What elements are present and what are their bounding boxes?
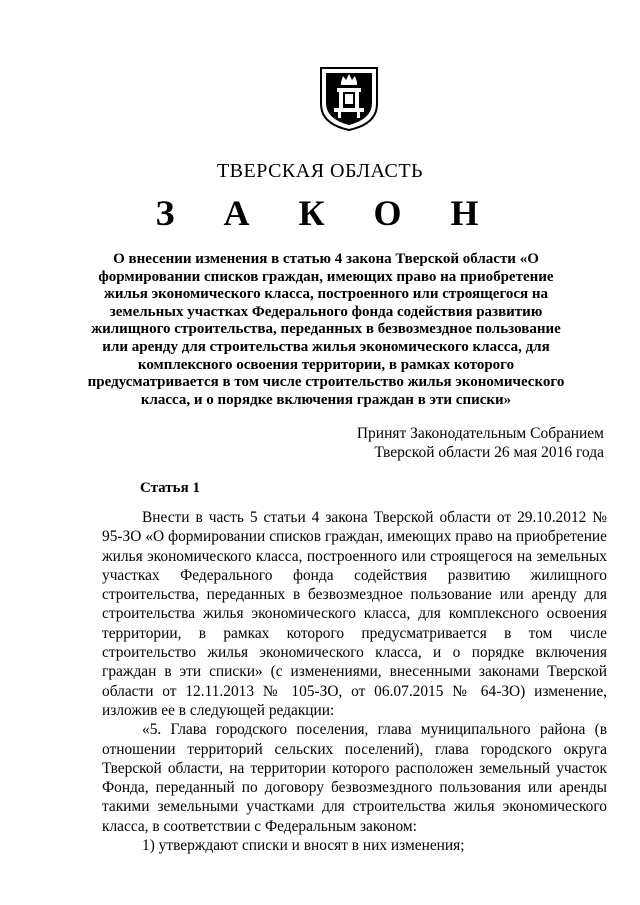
tver-coat-of-arms-icon [318, 66, 380, 132]
article-heading: Статья 1 [140, 480, 200, 496]
article-paragraph: 1) утверждают списки и вносят в них изменения; [142, 837, 465, 855]
article-paragraph: «5. Глава городского поселения, глава муниципального района (в отношении территорий сельских поселений), глава городского округа Тверской области, на территории которого расположен земельный участок Фонда, переданный по договору безвозмездного пользования или аренды такими земельными участками для строительства жилья экономического класса, в соответствии с Федеральным законом: [102, 721, 607, 835]
article-paragraph: Внести в часть 5 статьи 4 закона Тверской области от 29.10.2012 № 95-ЗО «О формировании списков граждан, имеющих право на приобретение жилья экономического класса, построенного или строящегося на земельных участках Федерального фонда содействия развитию жилищного строительства, переданных в безвозмездное пользование или аренду для строительства жилья экономического класса, для комплексного освоения территории, в рамках которого предусматривается в том числе строительство жилья экономического класса, и о порядке включения граждан в эти списки» (с изменениями, внесенными законами Тверской области от 12.11.2013 № 105-ЗО, от 06.07.2015 № 64-ЗО) изменение, изложив ее в следующей редакции: [102, 509, 607, 719]
document-type: З А К О Н [155, 193, 499, 233]
article-body [102, 508, 607, 855]
adoption-line-2: Тверской области 26 мая 2016 года [374, 444, 604, 461]
region-name: ТВЕРСКАЯ ОБЛАСТЬ [216, 160, 424, 182]
adoption-line-1: Принят Законодательным Собранием [356, 425, 604, 442]
adoption-note [357, 424, 604, 462]
law-title: О внесении изменения в статью 4 закона Тверской области «О формировании списков граждан, имеющих право на приобретение жилья экономического класса, построенного или строящегося на земельных участках Федерального фонда содействия развитию жилищного строительства, переданных в безвозмездное пользование или аренду для строительства жилья экономического класса, для комплексного освоения территории, в рамках которого предусматривается в том числе строительство жилья экономического класса, и о порядке включения граждан в эти списки» [87, 251, 565, 408]
